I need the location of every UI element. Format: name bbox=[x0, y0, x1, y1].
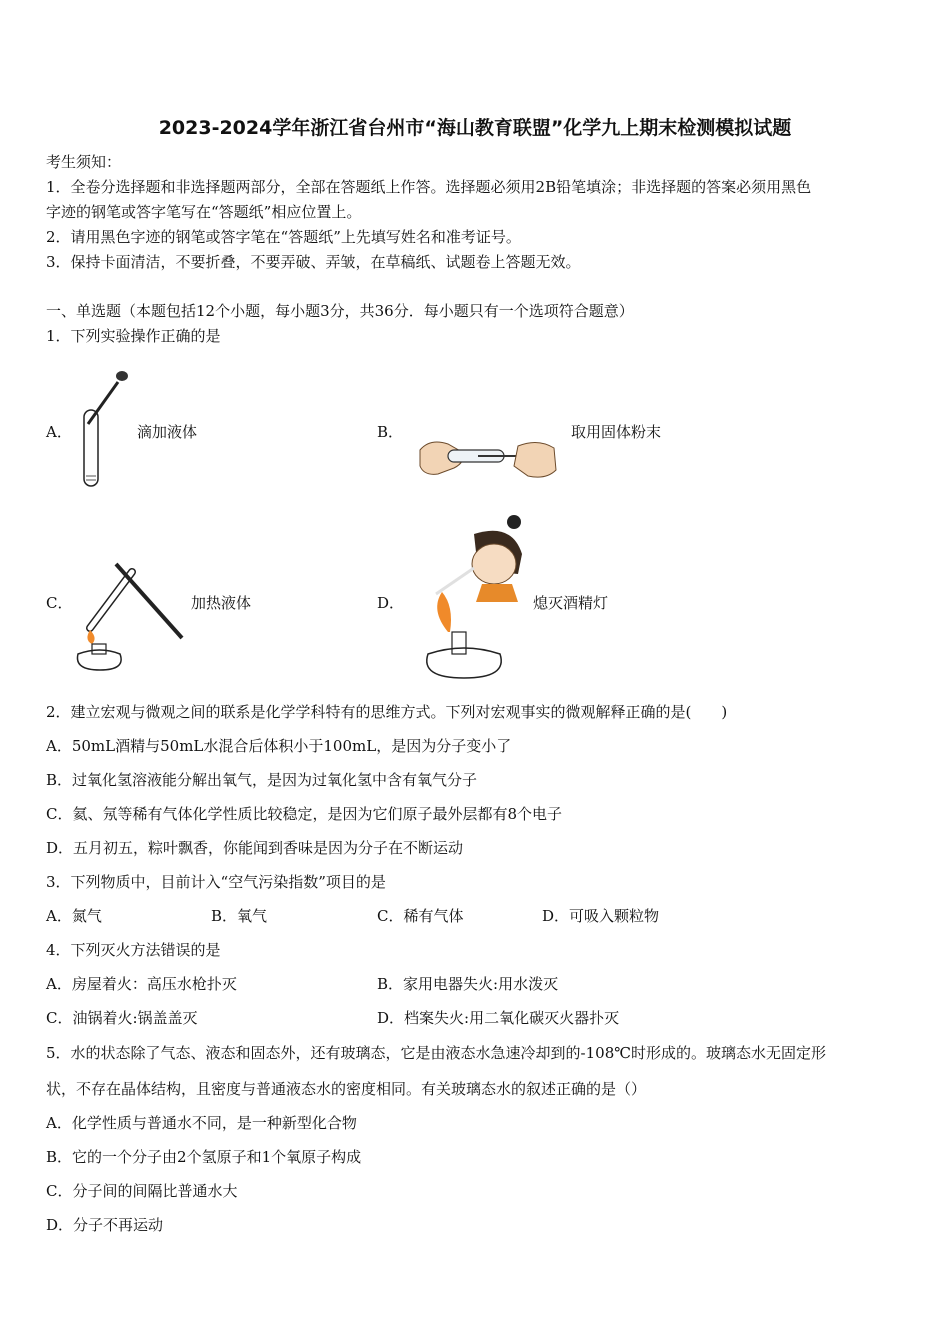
alcohol-lamp-shape bbox=[77, 650, 121, 670]
q1-option-c-text: 加热液体 bbox=[191, 594, 252, 612]
q1-option-a-letter: A． bbox=[46, 423, 72, 441]
dropper-test-tube-figure bbox=[74, 366, 136, 492]
notice-item-3: 3．保持卡面清洁，不要折叠，不要弄破、弄皱，在草稿纸、试题卷上答题无效。 bbox=[46, 253, 581, 271]
flame-shape bbox=[437, 592, 451, 632]
q4-option-d: D．档案失火:用二氧化碳灭火器扑灭 bbox=[377, 1009, 620, 1027]
q2-option-d: D．五月初五，粽叶飘香，你能闻到香味是因为分子在不断运动 bbox=[46, 839, 464, 857]
powder-spatula-figure bbox=[418, 436, 558, 488]
q4-stem: 4．下列灭火方法错误的是 bbox=[46, 941, 221, 959]
breath-line-shape bbox=[436, 568, 474, 594]
section-heading: 一、单选题（本题包括12个小题，每小题3分，共36分．每小题只有一个选项符合题意） bbox=[46, 302, 634, 320]
q5-option-d: D．分子不再运动 bbox=[46, 1216, 164, 1234]
q1-option-d-letter: D． bbox=[377, 594, 405, 612]
face-shape bbox=[472, 544, 516, 584]
q5-option-c: C．分子间的间隔比普通水大 bbox=[46, 1182, 238, 1200]
q3-option-c: C．稀有气体 bbox=[377, 907, 464, 925]
q5-stem-cont: 状，不存在晶体结构，且密度与普通液态水的密度相同。有关玻璃态水的叙述正确的是（） bbox=[46, 1080, 647, 1098]
q4-option-a: A．房屋着火：高压水枪扑灭 bbox=[46, 975, 237, 993]
q1-option-c-letter: C． bbox=[46, 594, 73, 612]
heating-liquid-figure bbox=[70, 562, 190, 674]
q4-option-b: B．家用电器失火:用水泼灭 bbox=[377, 975, 559, 993]
q1-option-b-text: 取用固体粉末 bbox=[571, 423, 662, 441]
blowing-lamp-figure bbox=[414, 514, 534, 680]
q5-option-a: A．化学性质与普通水不同，是一种新型化合物 bbox=[46, 1114, 357, 1132]
q4-option-c: C．油锅着火:锅盖盖灭 bbox=[46, 1009, 198, 1027]
q3-stem: 3．下列物质中，目前计入“空气污染指数”项目的是 bbox=[46, 873, 386, 891]
notice-heading: 考生须知： bbox=[46, 153, 122, 171]
notice-item-1: 1．全卷分选择题和非选择题两部分，全部在答题纸上作答。选择题必须用2B铅笔填涂；非选择题的答案必须用黑色 bbox=[46, 178, 812, 196]
notice-item-1-cont: 字迹的钢笔或答字笔写在“答题纸”相应位置上。 bbox=[46, 203, 362, 221]
test-tube-holder-shape bbox=[116, 564, 182, 638]
q2-stem: 2．建立宏观与微观之间的联系是化学学科特有的思维方式。下列对宏观事实的微观解释正确的是( ) bbox=[46, 703, 728, 721]
q5-stem: 5．水的状态除了气态、液态和固态外，还有玻璃态，它是由液态水急速冷却到的-108℃时形成的。玻璃态水无固定形 bbox=[46, 1044, 827, 1062]
q3-option-d: D．可吸入颗粒物 bbox=[542, 907, 660, 925]
q1-option-a-text: 滴加液体 bbox=[137, 423, 198, 441]
q2-option-a: A．50mL酒精与50mL水混合后体积小于100mL，是因为分子变小了 bbox=[46, 737, 512, 755]
page-title: 2023-2024学年浙江省台州市“海山教育联盟”化学九上期末检测模拟试题 bbox=[158, 117, 792, 139]
q1-option-b-letter: B． bbox=[377, 423, 404, 441]
q2-option-b: B．过氧化氢溶液能分解出氧气，是因为过氧化氢中含有氧气分子 bbox=[46, 771, 478, 789]
q1-option-d-text: 熄灭酒精灯 bbox=[533, 594, 609, 612]
right-hand-shape bbox=[514, 442, 556, 477]
hair-bun-shape bbox=[507, 515, 521, 529]
shirt-shape bbox=[476, 584, 518, 602]
q1-stem: 1．下列实验操作正确的是 bbox=[46, 327, 221, 345]
q3-option-b: B．氧气 bbox=[211, 907, 268, 925]
dropper-shape bbox=[88, 382, 118, 424]
flame-shape bbox=[87, 630, 94, 644]
alcohol-lamp-shape bbox=[427, 648, 501, 678]
q3-option-a: A．氮气 bbox=[46, 907, 102, 925]
notice-item-2: 2．请用黑色字迹的钢笔或答字笔在“答题纸”上先填写姓名和准考证号。 bbox=[46, 228, 521, 246]
q2-option-c: C．氦、氖等稀有气体化学性质比较稳定，是因为它们原子最外层都有8个电子 bbox=[46, 805, 563, 823]
q5-option-b: B．它的一个分子由2个氢原子和1个氧原子构成 bbox=[46, 1148, 362, 1166]
dropper-bulb-shape bbox=[116, 371, 128, 381]
